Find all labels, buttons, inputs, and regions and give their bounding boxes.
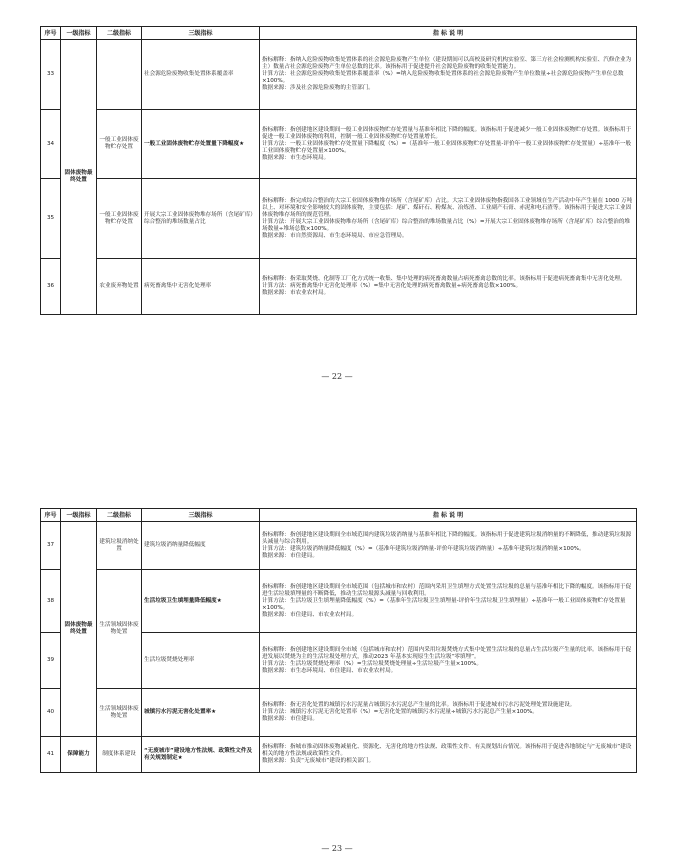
table-row bbox=[41, 737, 637, 773]
desc-source: 数据来源：市农业农村局。 bbox=[262, 290, 330, 296]
table-row bbox=[41, 179, 637, 259]
row-number: 40 bbox=[41, 689, 61, 737]
desc-explanation: 指标解释：指创建地区建设期间一般工业固体废物贮存处置量与基准年相比下降的幅度。该指标用于促进减少一般工业固体废物贮存处置。该指标用于促进一般工业固体废物的利用，控制一般工业固体废物贮存处置量增长。 bbox=[262, 126, 632, 140]
description-cell bbox=[260, 40, 637, 110]
description-cell bbox=[260, 179, 637, 259]
row-number: 33 bbox=[41, 40, 61, 110]
page-23 bbox=[40, 508, 636, 773]
indicator-table bbox=[40, 26, 637, 315]
desc-explanation: 指标解释：指创建地区建设期间全市域（包括城市和农村）范围内采用垃圾焚烧方式集中处置生活垃圾的总量占生活垃圾产生量的比率。该指标用于促进发展以焚烧为主的生活垃圾处理方式，推动2023 年基本实现原生生活垃圾“零填埋”。 bbox=[262, 646, 632, 660]
desc-source: 数据来源：涉及社会源危险废物的主管部门。 bbox=[262, 85, 374, 91]
level3-cell: 社会源危险废物收集处置体系覆盖率 bbox=[142, 40, 260, 110]
level1-cell: 固体废物最终处置 bbox=[61, 522, 97, 737]
level2-cell: 生活领域固体废物处置 bbox=[97, 570, 142, 689]
desc-source: 数据来源：市生态环境局。 bbox=[262, 154, 330, 161]
header-desc: 指 标 说 明 bbox=[260, 27, 637, 40]
header-level1: 一级指标 bbox=[61, 27, 97, 40]
page-22 bbox=[40, 26, 636, 315]
desc-method: 计算方法：生活垃圾卫生填埋量降低幅度（%）=（基准年生活垃圾卫生填埋量-评价年生活垃圾卫生填埋量）÷基准年一般工业固体废物贮存处置量×100%。 bbox=[262, 597, 626, 611]
level2-cell: 制度体系建设 bbox=[97, 737, 142, 773]
desc-method: 计算方法：病死畜禽集中无害化处理率（%）=集中无害化处理的病死畜禽数量÷病死畜禽总数×100%。 bbox=[262, 283, 522, 289]
desc-method: 计算方法：生活垃圾焚烧处理率（%）=生活垃圾焚烧处理量÷生活垃圾产生量×100%。 bbox=[262, 660, 482, 667]
level3-cell: 生活垃圾卫生填埋量降低幅度★ bbox=[142, 570, 260, 633]
desc-source: 数据来源：负责“无废城市”建设的相关部门。 bbox=[262, 758, 375, 764]
level3-cell: 建筑垃圾消纳量降低幅度 bbox=[142, 522, 260, 570]
level3-cell: 一般工业固体废物贮存处置量下降幅度★ bbox=[142, 110, 260, 179]
row-number: 38 bbox=[41, 570, 61, 633]
description-cell bbox=[260, 570, 637, 633]
table-row bbox=[41, 40, 637, 110]
table-header-row bbox=[41, 27, 637, 40]
header-no: 序号 bbox=[41, 27, 61, 40]
description-cell bbox=[260, 633, 637, 689]
level1-cell: 固体废物最终处置 bbox=[61, 40, 97, 315]
table-header-row bbox=[41, 509, 637, 522]
header-level3: 三级指标 bbox=[142, 509, 260, 522]
header-desc: 指 标 说 明 bbox=[260, 509, 637, 522]
table-row bbox=[41, 570, 637, 633]
table-row bbox=[41, 522, 637, 570]
description-cell bbox=[260, 689, 637, 737]
level2-cell: 建筑垃圾消纳处置 bbox=[97, 522, 142, 570]
description-cell bbox=[260, 259, 637, 315]
header-level2: 二级指标 bbox=[97, 27, 142, 40]
level1-cell: 保障能力 bbox=[61, 737, 97, 773]
level3-cell: 开展大宗工业固体废物堆存场所（含尾矿库）综合整治的堆场数量占比 bbox=[142, 179, 260, 259]
desc-method: 计算方法：建筑垃圾消纳量降低幅度（%）=（基准年建筑垃圾消纳量-评价年建筑垃圾消纳量）÷基准年建筑垃圾消纳量×100%。 bbox=[262, 545, 585, 552]
page-number: — 23 — bbox=[321, 844, 353, 853]
desc-explanation: 指标解释：指创建地区建设期间全市域范围内建筑垃圾消纳量与基准年相比下降的幅度。该指标用于促进建筑垃圾消纳量的不断降低，推动建筑垃圾源头减量与综合利用。 bbox=[262, 531, 632, 545]
level3-cell: 城镇污水污泥无害化处置率★ bbox=[142, 689, 260, 737]
table-row bbox=[41, 689, 637, 737]
row-number: 37 bbox=[41, 522, 61, 570]
level3-cell: 病死畜禽集中无害化处理率 bbox=[142, 259, 260, 315]
desc-source: 数据来源：市生态环境局、市住建局、市农业农村局。 bbox=[262, 667, 397, 674]
description-cell bbox=[260, 110, 637, 179]
level3-cell: 生活垃圾焚烧处理率 bbox=[142, 633, 260, 689]
header-level1: 一级指标 bbox=[61, 509, 97, 522]
desc-explanation: 指标解释：指纳入危险废物收集处置体系的社会源危险废物产生单位（建设期间可以高校及研究机构实验室、第三方社会检测机构实验室、汽修企业为主）数量占社会源危险废物产生单位总数的比率。该指标用于促进提升社会源危险废物的收集处置能力。 bbox=[262, 57, 632, 70]
table-row bbox=[41, 110, 637, 179]
page-number: — 22 — bbox=[321, 372, 353, 381]
level2-cell: 一般工业固体废物贮存处置 bbox=[97, 179, 142, 259]
row-number: 36 bbox=[41, 259, 61, 315]
table-row bbox=[41, 259, 637, 315]
header-level3: 三级指标 bbox=[142, 27, 260, 40]
level2-cell: 农业废弃物处置 bbox=[97, 259, 142, 315]
desc-method: 计算方法：一般工业固体废物贮存处置量下降幅度（%）=（基准年一般工业固体废物贮存处置量-评价年一般工业固体废物贮存处置量）÷基准年一般工业固体废物贮存处置量×100%。 bbox=[262, 140, 632, 154]
desc-method: 计算方法：城镇污水污泥无害化处置率（%）=无害化处置的城镇污水污泥量÷城镇污水污泥总产生量×100%。 bbox=[262, 709, 538, 715]
header-level2: 二级指标 bbox=[97, 509, 142, 522]
desc-source: 数据来源：市住建局。 bbox=[262, 552, 318, 559]
description-cell bbox=[260, 737, 637, 773]
row-number: 39 bbox=[41, 633, 61, 689]
desc-explanation: 指标解释：指采取焚烧、化制等工厂化方式统一收集、集中处理的病死畜禽数量占病死畜禽总数的比率。该指标用于促进病死畜禽集中无害化处理。 bbox=[262, 276, 626, 282]
desc-explanation: 指标解释：指无害化处置的城镇污水污泥量占城镇污水污泥总产生量的比率。该指标用于促进城市污水污泥处理处置设施建设。 bbox=[262, 702, 576, 708]
desc-explanation: 指标解释：指完成综合整治的大宗工业固体废物堆存场所（含尾矿库）占比。大宗工业固体废物指我国各工业领域在生产活动中年产生量在 1000 万吨以上、对环境和安全影响较大的固体废物，主要包括：尾矿、煤矸石、粉煤灰、冶炼渣、工业副产石膏、赤泥和电石渣等。该指标用于促进大宗工业固体废物堆存场所的规范管理。 bbox=[262, 197, 633, 218]
level3-cell: “无废城市”建设地方性法规、政策性文件及有关规划制定★ bbox=[142, 737, 260, 773]
desc-explanation: 指标解释：指创建地区建设期间全市域范围（包括城市和农村）范围内采用卫生填埋方式处置生活垃圾的总量与基准年相比下降的幅度。该指标用于促进生活垃圾填埋量的不断降低，推动生活垃圾源头减量与回收利用。 bbox=[262, 583, 632, 597]
row-number: 41 bbox=[41, 737, 61, 773]
indicator-table bbox=[40, 508, 637, 773]
row-number: 34 bbox=[41, 110, 61, 179]
level2-cell bbox=[97, 40, 142, 110]
desc-source: 数据来源：市住建局。 bbox=[262, 716, 318, 722]
row-number: 35 bbox=[41, 179, 61, 259]
header-no: 序号 bbox=[41, 509, 61, 522]
description-cell bbox=[260, 522, 637, 570]
desc-method: 计算方法：开展大宗工业固体废物堆存场所（含尾矿库）综合整治的堆场数量占比（%）=开展大宗工业固体废物堆存场所（含尾矿库）综合整治的堆场数量÷堆场总数×100%。 bbox=[262, 218, 631, 232]
desc-source: 数据来源：市住建局、市农业农村局。 bbox=[262, 611, 358, 618]
desc-method: 计算方法：社会源危险废物收集处置体系覆盖率（%）=纳入危险废物收集处置体系的社会源危险废物产生单位数量÷社会源危险废物产生单位总数×100%。 bbox=[262, 71, 624, 84]
desc-explanation: 指标解释：指城市推动固体废物减量化、资源化、无害化的地方性法规、政策性文件、有关规划出台情况。该指标用于促进各地制定与“无废城市”建设相关的地方性法规或政策性文件。 bbox=[262, 744, 632, 757]
level2-cell: 生活领域固体废物处置 bbox=[97, 689, 142, 737]
level2-cell: 一般工业固体废物贮存处置 bbox=[97, 110, 142, 179]
desc-source: 数据来源：市自然资源局、市生态环境局、市应急管理局。 bbox=[262, 232, 408, 239]
